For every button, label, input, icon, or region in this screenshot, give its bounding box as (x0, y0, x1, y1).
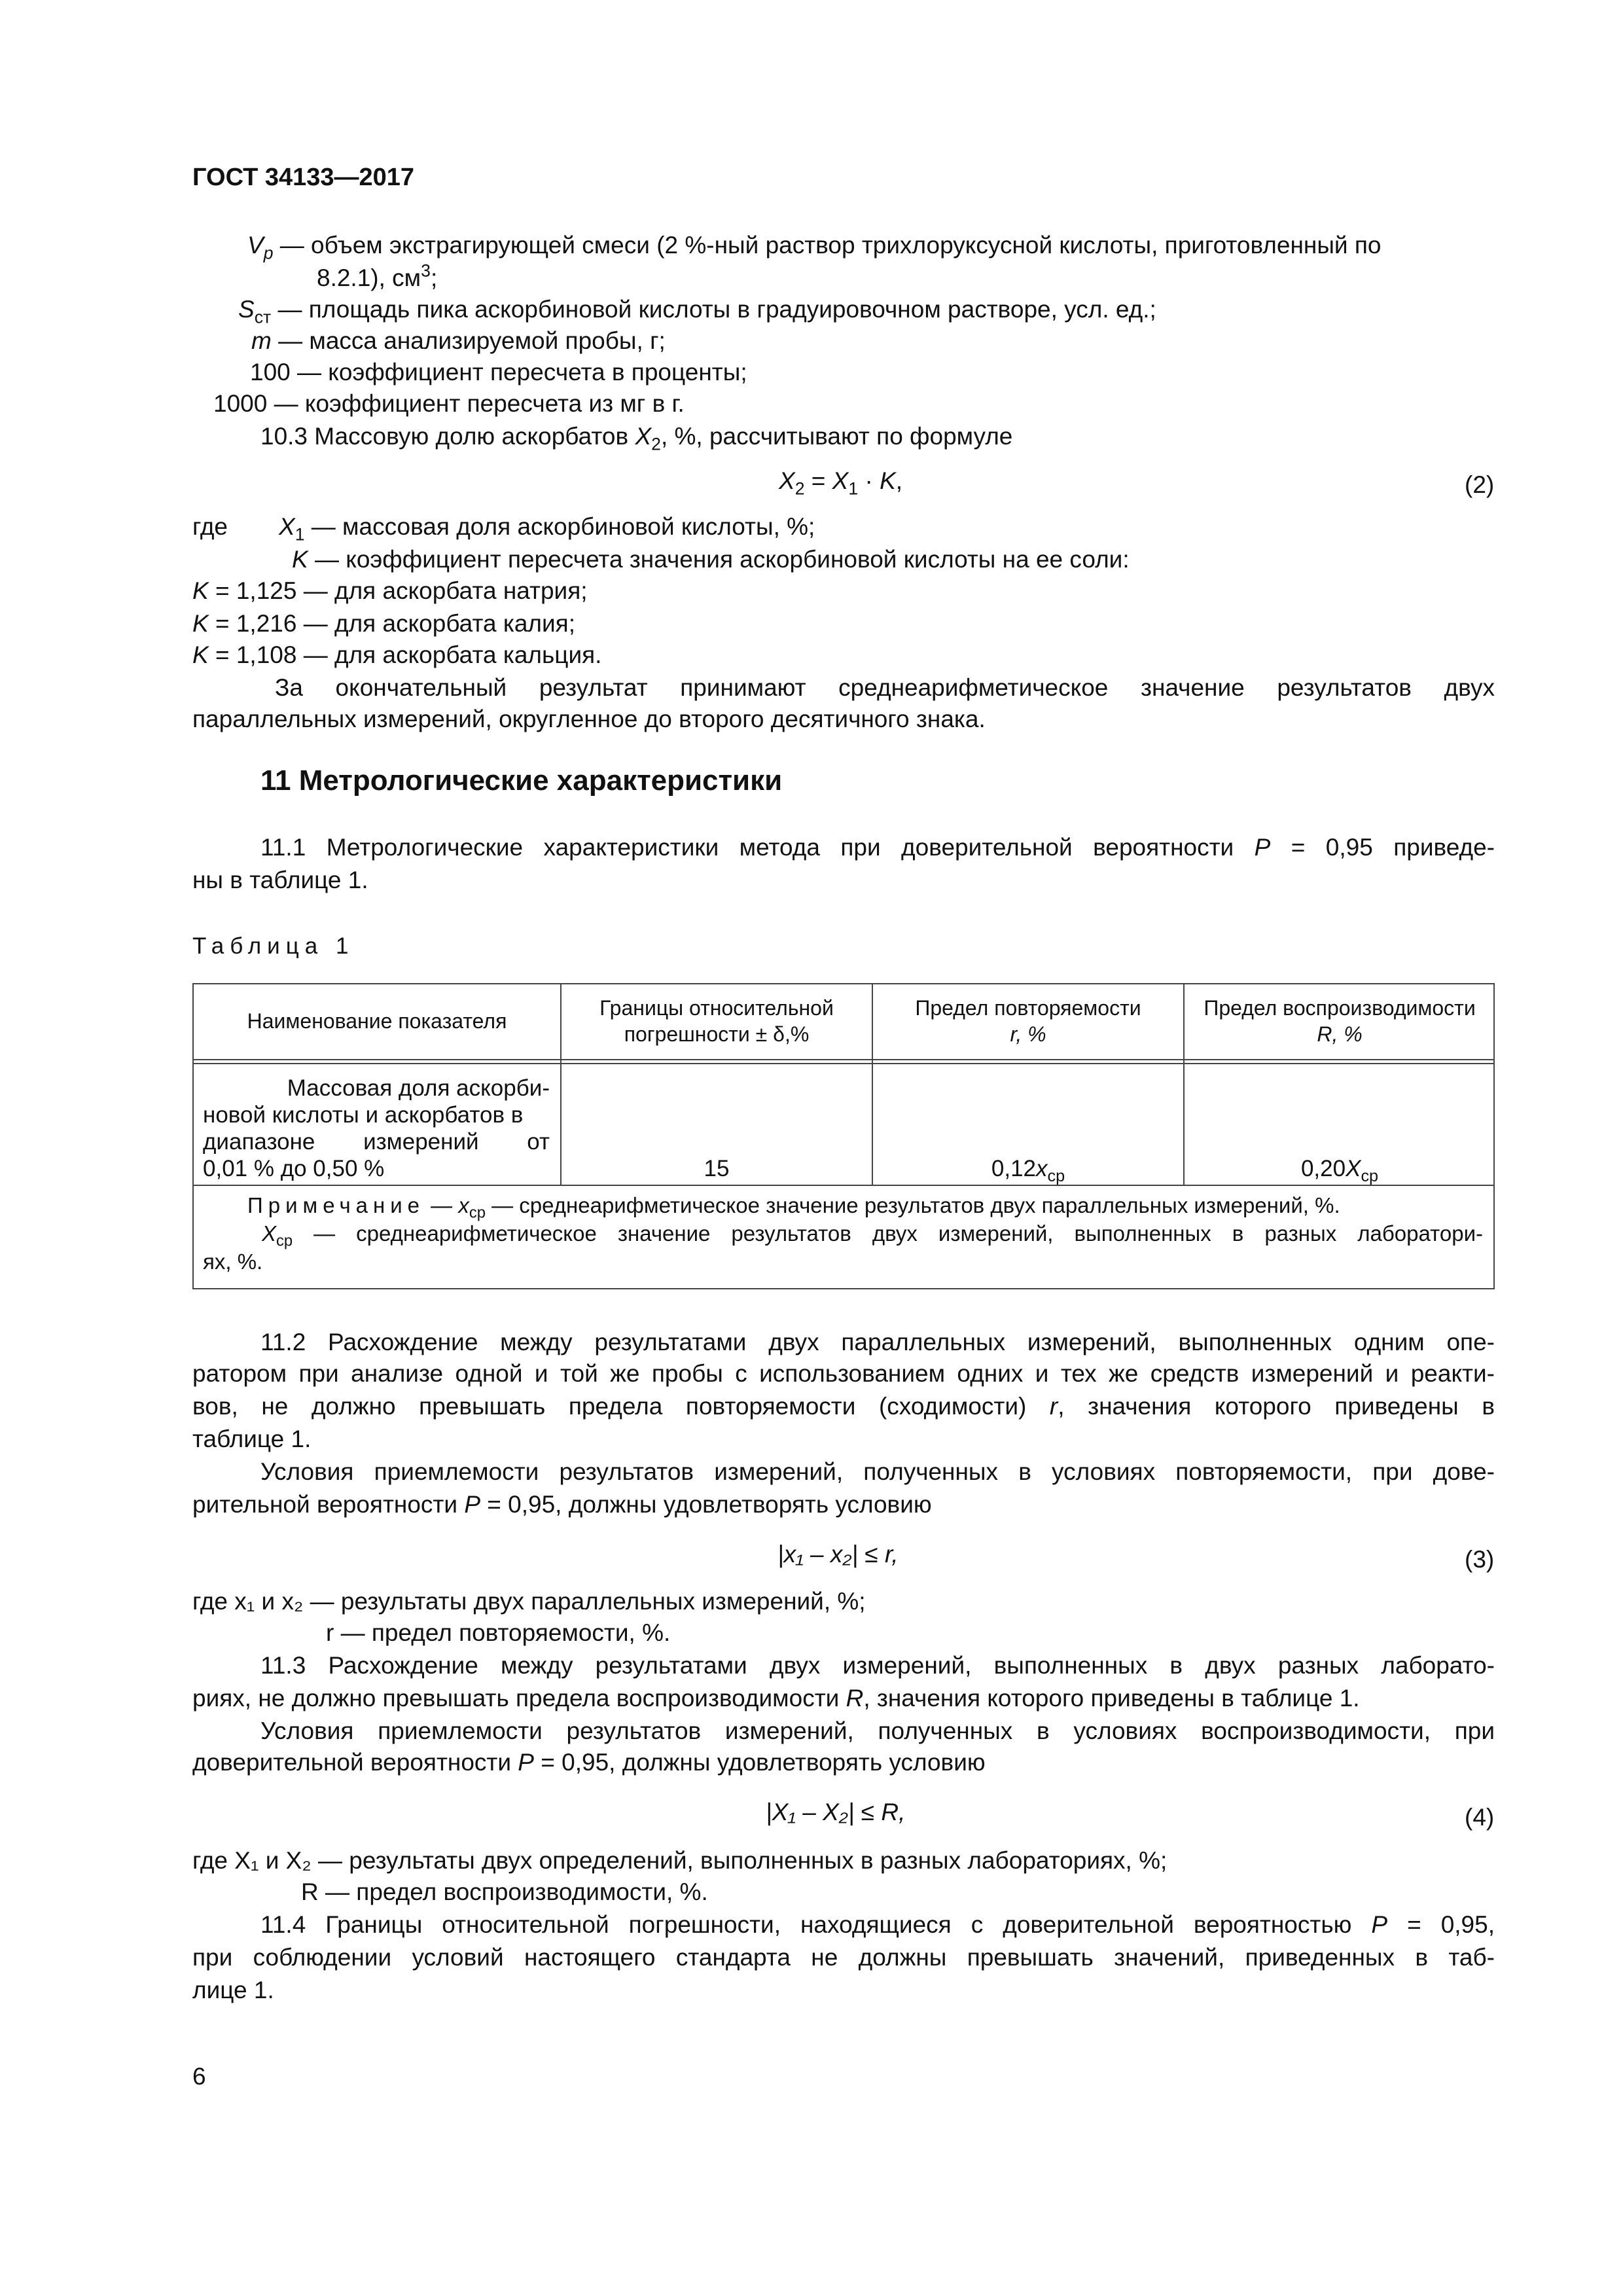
para-11-3-cond-1: Условия приемлемости результатов измерений, полученных в условиях воспроизводимости, при (260, 1717, 1495, 1744)
para-11-2-line-3: вов, не должно превышать предела повторяемости (сходимости) r, значения которого приведены в (192, 1393, 1495, 1420)
where-k: K — коэффициент пересчета значения аскорбиновой кислоты на ее соли: (292, 546, 1130, 573)
def-vp: $V_p$ — объем экстрагирующей смеси (2 %-ный раствор трихлоруксусной кислоты, приготовленный по (247, 232, 1382, 263)
table-caption: Таблица 1 (192, 933, 355, 959)
section-11-heading: 11 Метрологические характеристики (260, 764, 783, 797)
para-11-2-line-2: ратором при анализе одной и той же пробы с использованием одних и тех же средств измерений и реакти- (192, 1360, 1495, 1387)
para-11-2-cond-1: Условия приемлемости результатов измерений, полученных в условиях повторяемости, при дове- (260, 1458, 1495, 1485)
page-number: 6 (192, 2063, 206, 2090)
formula-2: $X_2 = X_1 \cdot K$, (779, 467, 903, 499)
col-header-delta: Границы относительной погрешности ± δ,% (599, 996, 834, 1046)
where-x1: $X_1$ — массовая доля аскорбиновой кислоты, %; (279, 513, 815, 545)
formula-2-number: (2) (1465, 471, 1495, 498)
def-sst: $S_{ст}$ — площадь пика аскорбиновой кислоты в градуировочном растворе, усл. ед.; (238, 296, 1156, 327)
col-header-repeatability: Предел повторяемости r, % (915, 996, 1141, 1046)
para-11-4-line-3: лице 1. (192, 1977, 274, 2003)
where-11-3-1: где X₁ и X₂ — результаты двух определений, выполненных в разных лабораториях, %; (192, 1847, 1168, 1874)
where-label-1: где (192, 513, 228, 540)
where-11-2-1: где x₁ и x₂ — результаты двух параллельных измерений, %; (192, 1588, 866, 1615)
para-11-2-line-4: таблице 1. (192, 1426, 312, 1452)
formula-3-number: (3) (1465, 1546, 1495, 1573)
col-header-name: Наименование показателя (247, 1009, 507, 1033)
row-name: Массовая доля аскорби- новой кислоты и аскорбатов в диапазоне измерений от 0,01 % до 0,50 % (203, 1075, 550, 1181)
table-note: Примечание — $x_{ср}$ — среднеарифметическое значение результатов двух параллельных измерений, %. $X_{ср}$ — среднеарифметическое значение результатов двух измерений, выполненных в разных лаборатори- ях, %. (203, 1193, 1483, 1274)
table-1 (192, 983, 1495, 1289)
para-11-3-cond-2: доверительной вероятности P = 0,95, должны удовлетворять условию (192, 1749, 986, 1776)
where-11-3-2: R — предел воспроизводимости, %. (301, 1878, 708, 1905)
def-1000: 1000 — коэффициент пересчета из мг в г. (213, 390, 685, 417)
k-value-calcium: K = 1,108 — для аскорбата кальция. (192, 641, 602, 668)
formula-4: |X₁ – X₂| ≤ R, (766, 1799, 906, 1825)
row-repeatability: $0,12x_{ср}$ (991, 1156, 1065, 1186)
final-result-line-1: За окончательный результат принимают среднеарифметическое значение результатов двух (275, 674, 1495, 701)
header-rule (194, 1059, 1493, 1060)
final-result-line-2: параллельных измерений, округленное до второго десятичного знака. (192, 706, 986, 732)
def-vp-cont: 8.2.1), $см^3$; (317, 260, 438, 291)
formula-3: |x₁ – x₂| ≤ r, (777, 1541, 899, 1568)
document-header: ГОСТ 34133—2017 (192, 164, 415, 191)
para-11-1-line-1: 11.1 Метрологические характеристики метода при доверительной вероятности P = 0,95 приведе- (260, 834, 1495, 861)
row-delta: 15 (704, 1156, 730, 1181)
k-value-sodium: K = 1,125 — для аскорбата натрия; (192, 577, 588, 604)
para-11-3-line-2: риях, не должно превышать предела воспроизводимости R, значения которого приведены в таблице 1. (192, 1685, 1360, 1712)
row-rule (194, 1185, 1493, 1186)
para-10-3: 10.3 Массовую долю аскорбатов $X_2$, %, рассчитывают по формуле (260, 423, 1013, 454)
header-rule-double (194, 1063, 1493, 1064)
para-11-4-line-1: 11.4 Границы относительной погрешности, находящиеся с доверительной вероятностью P = 0,95, (260, 1911, 1495, 1938)
def-m: m — масса анализируемой пробы, г; (251, 327, 666, 354)
def-100: 100 — коэффициент пересчета в проценты; (250, 359, 747, 386)
para-11-1-line-2: ны в таблице 1. (192, 867, 368, 893)
row-reproducibility: $0,20X_{ср}$ (1300, 1156, 1379, 1186)
para-11-3-line-1: 11.3 Расхождение между результатами двух измерений, выполненных в двух разных лаборато- (260, 1652, 1495, 1679)
para-11-4-line-2: при соблюдении условий настоящего стандарта не должны превышать значений, приведенных в таб- (192, 1944, 1495, 1971)
where-11-2-2: r — предел повторяемости, %. (326, 1619, 671, 1646)
para-11-2-line-1: 11.2 Расхождение между результатами двух параллельных измерений, выполненных одним опе- (260, 1329, 1495, 1355)
formula-4-number: (4) (1465, 1804, 1495, 1831)
col-header-reproducibility: Предел воспроизводимости R, % (1204, 996, 1476, 1046)
para-11-2-cond-2: рительной вероятности P = 0,95, должны удовлетворять условию (192, 1491, 932, 1518)
k-value-potassium: K = 1,216 — для аскорбата калия; (192, 610, 575, 637)
